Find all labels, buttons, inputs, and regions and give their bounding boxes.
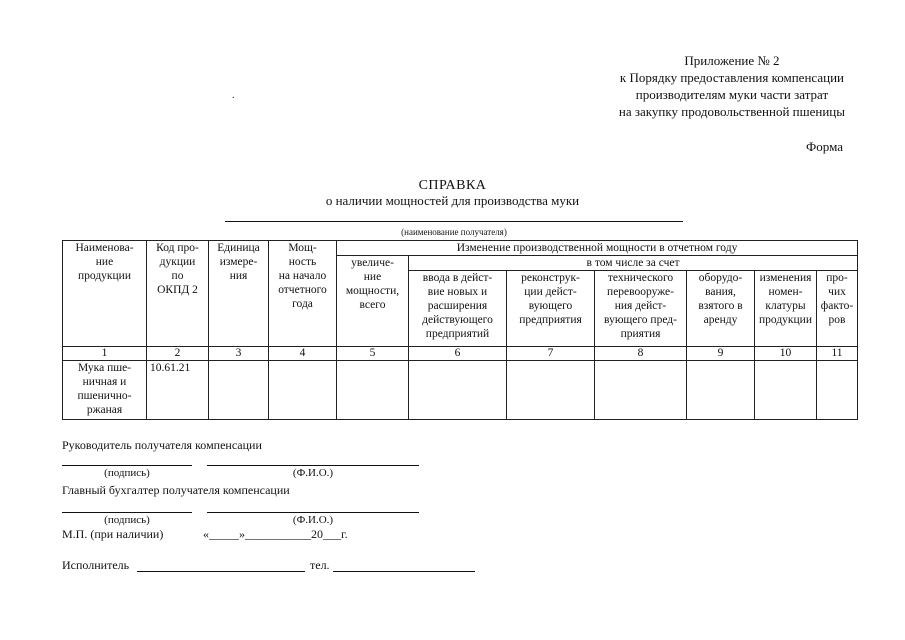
executor-label: Исполнитель bbox=[62, 558, 130, 572]
document-subtitle: о наличии мощностей для производства муки bbox=[325, 193, 580, 208]
header-re-equipment: технического перевооруже- ния дейст- вующего пред- приятия bbox=[595, 271, 687, 347]
cell-re-equipment[interactable] bbox=[595, 361, 687, 420]
header-including: в том числе за счет bbox=[409, 256, 858, 271]
head-fio-line[interactable] bbox=[207, 465, 419, 466]
appendix-line-2: к Порядку предоставления компенсации bbox=[619, 70, 844, 85]
cell-other-factors[interactable] bbox=[817, 361, 858, 420]
accountant-fio-line[interactable] bbox=[207, 512, 419, 513]
header-capacity-start: Мощ- ность на начало отчетного года bbox=[269, 241, 337, 347]
header-nomenclature-change: изменения номен- клатуры продукции bbox=[755, 271, 817, 347]
column-number: 6 bbox=[409, 347, 507, 361]
cell-capacity-increase[interactable] bbox=[337, 361, 409, 420]
stray-mark: . bbox=[232, 90, 235, 101]
appendix-line-4: на закупку продовольственной пшеницы bbox=[618, 104, 845, 119]
recipient-caption: (наименование получателя) bbox=[401, 227, 507, 237]
appendix-reference bbox=[619, 52, 845, 120]
head-signature-caption: (подпись) bbox=[104, 467, 150, 479]
column-number: 7 bbox=[507, 347, 595, 361]
date-field[interactable]: «_____»___________20___г. bbox=[203, 527, 348, 541]
cell-product-name: Мука пше- ничная и пшенично- ржаная bbox=[63, 361, 147, 420]
column-number: 10 bbox=[755, 347, 817, 361]
appendix-line-1: Приложение № 2 bbox=[684, 53, 780, 68]
head-label: Руководитель получателя компенсации bbox=[62, 438, 262, 452]
accountant-fio-caption: (Ф.И.О.) bbox=[292, 514, 334, 526]
capacity-table bbox=[62, 240, 858, 420]
header-product-name: Наименова- ние продукции bbox=[63, 241, 147, 347]
header-other-factors: про- чих факто- ров bbox=[817, 271, 858, 347]
header-capacity-increase: увеличе- ние мощности, всего bbox=[337, 256, 409, 347]
head-fio-caption: (Ф.И.О.) bbox=[292, 467, 334, 479]
column-number: 4 bbox=[269, 347, 337, 361]
column-number: 9 bbox=[687, 347, 755, 361]
column-number: 5 bbox=[337, 347, 409, 361]
cell-nomenclature-change[interactable] bbox=[755, 361, 817, 420]
column-number: 8 bbox=[595, 347, 687, 361]
column-number: 1 bbox=[63, 347, 147, 361]
head-signature-line[interactable] bbox=[62, 465, 192, 466]
header-new-commissioning: ввода в дейст- вие новых и расширения действующего предприятий bbox=[409, 271, 507, 347]
recipient-name-line bbox=[225, 221, 683, 222]
cell-product-code: 10.61.21 bbox=[147, 361, 209, 420]
phone-label: тел. bbox=[310, 558, 330, 572]
header-leased-equipment: оборудо- вания, взятого в аренду bbox=[687, 271, 755, 347]
form-label: Форма bbox=[806, 139, 843, 154]
header-reconstruction: реконструк- ции дейст- вующего предприятия bbox=[507, 271, 595, 347]
phone-line[interactable] bbox=[333, 571, 475, 572]
appendix-line-3: производителям муки части затрат bbox=[635, 87, 829, 102]
table-row bbox=[63, 361, 858, 420]
column-number: 11 bbox=[817, 347, 858, 361]
stamp-label: М.П. (при наличии) bbox=[62, 527, 164, 541]
header-unit: Единица измере- ния bbox=[209, 241, 269, 347]
column-number: 3 bbox=[209, 347, 269, 361]
header-product-code: Код про- дукции по ОКПД 2 bbox=[147, 241, 209, 347]
accountant-signature-line[interactable] bbox=[62, 512, 192, 513]
accountant-label: Главный бухгалтер получателя компенсации bbox=[62, 483, 290, 497]
column-number: 2 bbox=[147, 347, 209, 361]
cell-leased-equipment[interactable] bbox=[687, 361, 755, 420]
cell-new-commissioning[interactable] bbox=[409, 361, 507, 420]
executor-line[interactable] bbox=[137, 571, 305, 572]
cell-reconstruction[interactable] bbox=[507, 361, 595, 420]
cell-unit[interactable] bbox=[209, 361, 269, 420]
column-numbers-row bbox=[63, 347, 858, 361]
cell-capacity-start[interactable] bbox=[269, 361, 337, 420]
accountant-signature-caption: (подпись) bbox=[104, 514, 150, 526]
header-capacity-change: Изменение производственной мощности в отчетном году bbox=[337, 241, 858, 256]
document-title: СПРАВКА bbox=[418, 178, 487, 193]
